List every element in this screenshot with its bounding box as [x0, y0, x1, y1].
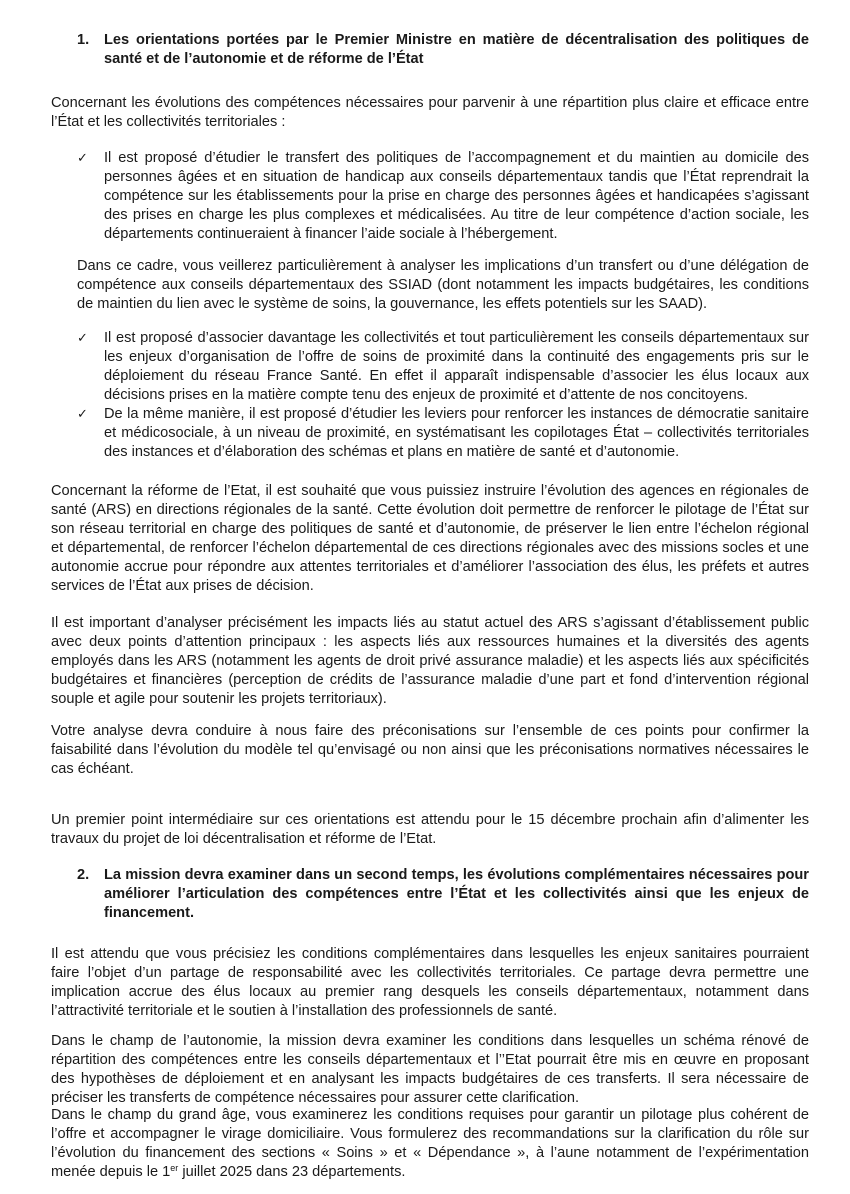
paragraph-grand-age — [51, 1106, 809, 1182]
section-number: 2. — [77, 867, 90, 883]
check-icon: ✓ — [77, 330, 88, 345]
ssiad-paragraph: Dans ce cadre, vous veillerez particulièrement à analyser les implications d’un transfert ou d’une délégation de compétence aux conseils départementaux des SSIAD (dont notamment les impacts budgétaires, les conditions de maintien du lien avec le système de soins, la gouvernance, les effets potentiels sur les SAAD). — [77, 258, 809, 312]
bullet-text: Il est proposé d’associer davantage les collectivités et tout particulièrement les conseils départementaux sur les enjeux d’organisation de l’offre de soins de proximité dans la continuité des engagements pris sur le déploiement du réseau France Santé. En effet il apparaît indispensable d’associer les élus locaux aux décisions prises en la matière compte tenu des enjeux de proximité et d’attente de nos concitoyens. — [104, 330, 809, 403]
paragraph: Il est important d’analyser précisément les impacts liés au statut actuel des ARS s’agissant d’établissement public avec deux points d’attention principaux : les aspects liés aux ressources humaines et la diversités des agents employés dans les ARS (notamment les agents de droit privé assurance maladie) et les aspects liés aux spécificités budgétaires et financières (perception de crédits de l’assurance maladie d’une part et fond d’intervention régional souple et agile pour soutenir les projets territoriaux). — [51, 615, 809, 707]
bullet-item — [77, 149, 809, 244]
paragraph: Concernant la réforme de l’Etat, il est souhaité que vous puissiez instruire l’évolution des agences en régionales de santé (ARS) en directions régionales de la santé. Cette évolution doit permettre de renforcer le pilotage de l’État sur son réseau territorial en charge des politiques de santé et d’autonomie, de préserver le lien entre l’échelon régional et départemental, de renforcer l’échelon départemental de ces directions régionales avec des missions socles et une autonomie accrue pour répondre aux attentes territoriales et d’améliorer l’association des élus, les préfets et autres services de l’État aux prises de décision. — [51, 483, 809, 594]
paragraph: Votre analyse devra conduire à nous faire des préconisations sur l’ensemble de ces points pour confirmer la faisabilité dans l’évolution du modèle tel qu’envisagé ou non ainsi que les préconisations normatives nécessaires le cas échéant. — [51, 723, 809, 777]
check-icon: ✓ — [77, 406, 88, 421]
check-icon: ✓ — [77, 150, 88, 165]
section-number: 1. — [77, 32, 90, 48]
superscript: er — [170, 1162, 179, 1173]
bullet-text: De la même manière, il est proposé d’étudier les leviers pour renforcer les instances de démocratie sanitaire et médicosociale, à un niveau de proximité, en systématisant les copilotages État – collectivités territoriales des instances et d’élaboration des schémas et plans en matière de santé et d’autonomie. — [104, 406, 809, 460]
paragraph: Dans le champ de l’autonomie, la mission devra examiner les conditions dans lesquelles un schéma rénové de répartition des compétences entre les conseils départementaux et l’’Etat pourrait être mis en œuvre en proposant des hypothèses de déploiement et en analysant les impacts budgétaires de ces transferts. Il sera nécessaire de préciser les transferts de compétence nécessaires pour assurer cette clarification. — [51, 1033, 809, 1106]
section-title: La mission devra examiner dans un second temps, les évolutions complémentaires nécessaires pour améliorer l’articulation des compétences entre l’État et les collectivités ainsi que les enjeux de financement. — [104, 867, 809, 921]
section-1-heading — [77, 31, 809, 69]
section-title: Les orientations portées par le Premier Ministre en matière de décentralisation des politiques de santé et de l’autonomie et de réforme de l’État — [104, 32, 809, 67]
bullet-text: Il est proposé d’étudier le transfert des politiques de l’accompagnement et du maintien au domicile des personnes âgées et en situation de handicap aux conseils départementaux tandis que l’État reprendrait la compétence sur les établissements pour la prise en charge des personnes âgées et handicapées s’agissant des prises en charge les plus complexes et médicalisées. Au titre de leur compétence d’action sociale, les départements continueraient à financer l’aide sociale à l’hébergement. — [104, 150, 809, 242]
paragraph-text: Dans le champ du grand âge, vous examinerez les conditions requises pour garantir un pilotage plus cohérent de l’offre et accompagner le virage domiciliaire. Vous formulerez des recommandations sur la clarification du rôle sur l’évolution du financement des sections « Soins » et « Dépendance », à l’aune notamment de l’expérimentation menée depuis le 1 — [51, 1107, 809, 1180]
bullet-item — [77, 329, 809, 405]
section-2-heading — [77, 866, 809, 923]
bullet-item — [77, 405, 809, 462]
intro-paragraph: Concernant les évolutions des compétences nécessaires pour parvenir à une répartition plus claire et efficace entre l’État et les collectivités territoriales : — [51, 95, 809, 130]
paragraph-text: juillet 2025 dans 23 départements. — [178, 1163, 406, 1180]
paragraph: Un premier point intermédiaire sur ces orientations est attendu pour le 15 décembre prochain afin d’alimenter les travaux du projet de loi décentralisation et réforme de l’Etat. — [51, 812, 809, 847]
paragraph: Il est attendu que vous précisiez les conditions complémentaires dans lesquelles les enjeux sanitaires pourraient faire l’objet d’un partage de responsabilité avec les collectivités territoriales. Ce partage devra permettre une implication accrue des élus locaux au premier rang desquels les conseils départementaux, notamment dans l’attractivité territoriale et le soutien à l’installation des professionnels de santé. — [51, 946, 809, 1019]
